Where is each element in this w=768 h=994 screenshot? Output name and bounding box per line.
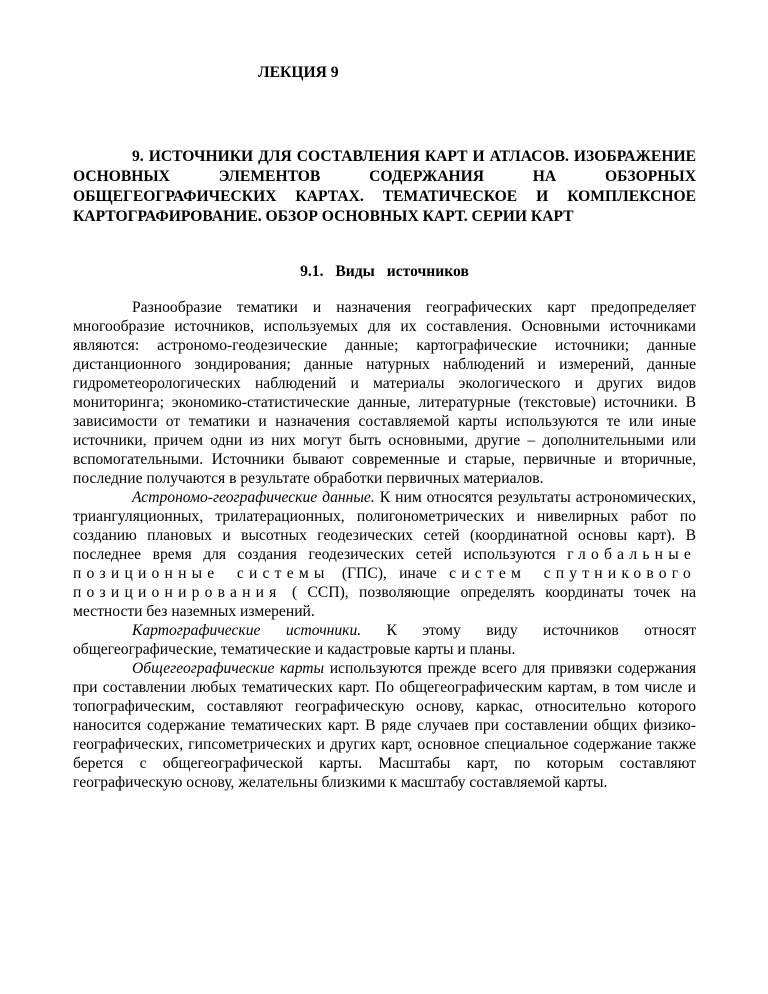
spaced-term-ssp: систем спутникового позиционирования (73, 565, 696, 601)
chapter-heading: 9. ИСТОЧНИКИ ДЛЯ СОСТАВЛЕНИЯ КАРТ И АТЛАСОВ. ИЗОБРАЖЕНИЕ ОСНОВНЫХ ЭЛЕМЕНТОВ СОДЕРЖАНИЯ НА ОБЗОРНЫХ ОБЩЕГЕОГРАФИЧЕСКИХ КАРТАХ. ТЕМАТИЧЕСКОЕ И КОМПЛЕКСНОЕ КАРТОГРАФИРОВАНИЕ. ОБЗОР ОСНОВНЫХ КАРТ. СЕРИИ КАРТ (73, 148, 696, 225)
paragraph-text: К этому виду источников относят общегеографические, тематические и кадастровые карты и планы. (73, 622, 697, 658)
paragraph-general-maps (73, 659, 696, 792)
paragraph-text: К ним относятся результаты астрономических, триангуляционных, трилатерационных, полигонометрических и нивелирных работ по созданию плановых и высотных геодезических сетей (координатной основы карт). В последнее время для создания геодезических сетей используются (73, 489, 696, 563)
paragraph-astronomic-data (73, 488, 696, 621)
paragraph-text: (ГПС), иначе (329, 565, 450, 582)
term-astronomic-data: Астрономо-географические данные. (132, 489, 375, 506)
term-general-maps: Общегеографические карты (132, 660, 325, 677)
lecture-title: ЛЕКЦИЯ 9 (258, 64, 339, 81)
paragraph-sources-overview: Разнообразие тематики и назначения географических карт предопределяет многообразие источников, используемых для их составления. Основными источниками являются: астрономо-геодезические данные; картографические источники; данные дистанционного зондирования; данные натурных наблюдений и измерений, данные гидрометеорологических наблюдений и материалы экологического и других видов мониторинга; экономико-статистические данные, литературные (текстовые) источники. В зависимости от тематики и назначения составляемой карты используются те или иные источники, причем одни из них могут быть основными, другие – дополнительными или вспомогательными. Источники бывают современные и старые, первичные и вторичные, последние получаются в результате обработки первичных материалов. (73, 299, 696, 487)
paragraph-cartographic-sources (73, 621, 696, 659)
section-heading: 9.1. Виды источников (300, 263, 469, 280)
term-cartographic-sources: Картографические источники. (132, 622, 362, 639)
paragraph-text: используются прежде всего для привязки содержания при составлении любых тематических карт. По общегеографическим картам, в том числе и топографическим, составляют географическую основу, каркас, относительно которого наносится содержание тематических карт. В ряде случаев при составлении общих физико-географических, гипсометрических и других карт, основное специальное содержание также берется с общегеографической карты. Масштабы карт, по которым составляют географическую основу, желательны близкими к масштабу составляемой карты. (73, 660, 696, 791)
body-text (73, 298, 696, 792)
paragraph-text: ( ССП), позволяющие определять координаты точек на местности без наземных измерений. (73, 584, 696, 620)
spaced-term-gps: глобальные позиционные системы (73, 546, 696, 582)
